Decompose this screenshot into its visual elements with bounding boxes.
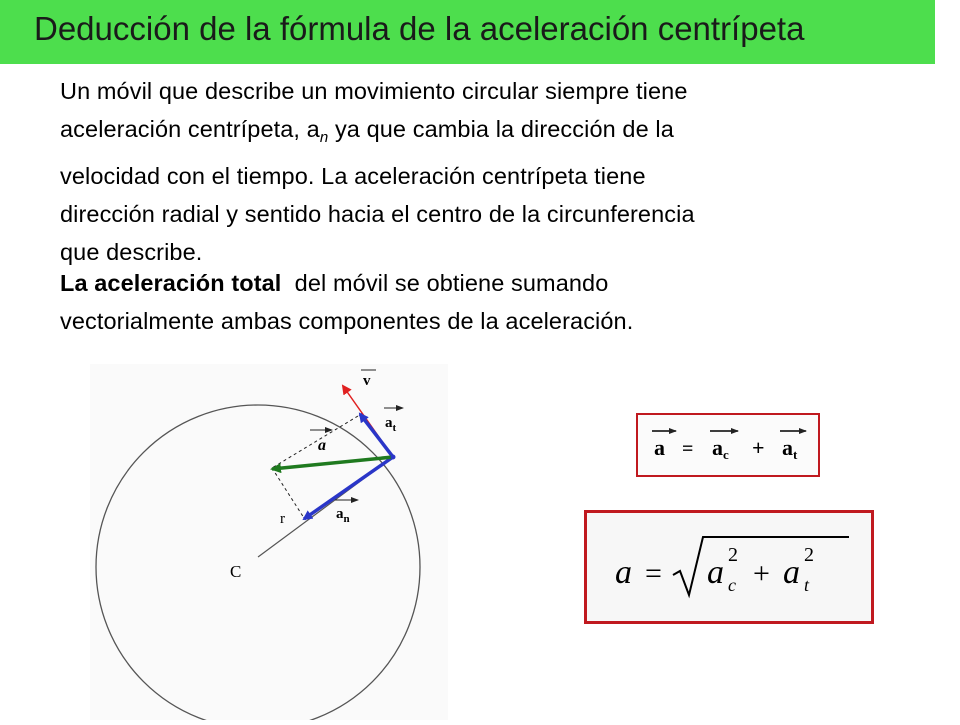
- bold-phrase: La aceleración total: [60, 270, 282, 296]
- label-at: $a_t$: [385, 415, 397, 434]
- page-title: Deducción de la fórmula de la aceleración centrípeta: [34, 10, 805, 47]
- eq-term2-sub: t: [804, 575, 810, 595]
- eq-a: a: [654, 435, 665, 460]
- trajectory-circle: [96, 405, 420, 720]
- eq-term2: a: [783, 554, 800, 591]
- circular-motion-diagram: [90, 364, 448, 720]
- dashed-guide: [272, 468, 304, 518]
- equation-svg: [587, 513, 871, 621]
- magnitude-equation: [584, 510, 874, 624]
- total-acceleration-vector: [272, 457, 393, 469]
- label-r: r: [280, 511, 285, 527]
- eq-lhs: a: [615, 554, 632, 591]
- title-bar: [0, 0, 935, 64]
- eq-plus: +: [752, 435, 765, 460]
- text-line: [60, 264, 920, 302]
- text-line: velocidad con el tiempo. La aceleración centrípeta tiene: [60, 163, 646, 189]
- text-line: Un móvil que describe un movimiento circular siempre tiene: [60, 78, 688, 104]
- text-line: dirección radial y sentido hacia el centro de la circunferencia: [60, 201, 695, 227]
- eq-equals: =: [645, 557, 662, 590]
- eq-term2-sup: 2: [804, 544, 814, 566]
- eq-ac: ac: [712, 435, 729, 462]
- total-acceleration-paragraph: [60, 264, 920, 340]
- text-line: vectorialmente ambas componentes de la aceleración.: [60, 308, 634, 334]
- intro-paragraph: [60, 72, 920, 271]
- label-v: v: [363, 373, 371, 389]
- eq-term1-sup: 2: [728, 544, 738, 566]
- vector-sum-equation: [636, 413, 820, 477]
- text-segment: ya que cambia la dirección de la: [328, 116, 674, 142]
- label-an: $a_n$: [336, 506, 350, 525]
- eq-at: at: [782, 435, 798, 462]
- eq-plus: +: [753, 557, 770, 590]
- eq-equals: =: [682, 438, 694, 460]
- normal-acceleration-vector: [304, 457, 393, 519]
- eq-term1: a: [707, 554, 724, 591]
- moving-body-point: [391, 455, 396, 460]
- text-line: que describe.: [60, 239, 203, 265]
- label-c: C: [230, 562, 242, 581]
- subscript: n: [319, 129, 329, 146]
- diagram-svg: [90, 364, 448, 720]
- label-a: a: [318, 437, 326, 454]
- text-segment: aceleración centrípeta, a: [60, 116, 320, 142]
- text-line: [60, 110, 920, 157]
- equation-svg: [638, 415, 818, 475]
- eq-term1-sub: c: [728, 575, 736, 595]
- text-segment: del móvil se obtiene sumando: [281, 270, 609, 296]
